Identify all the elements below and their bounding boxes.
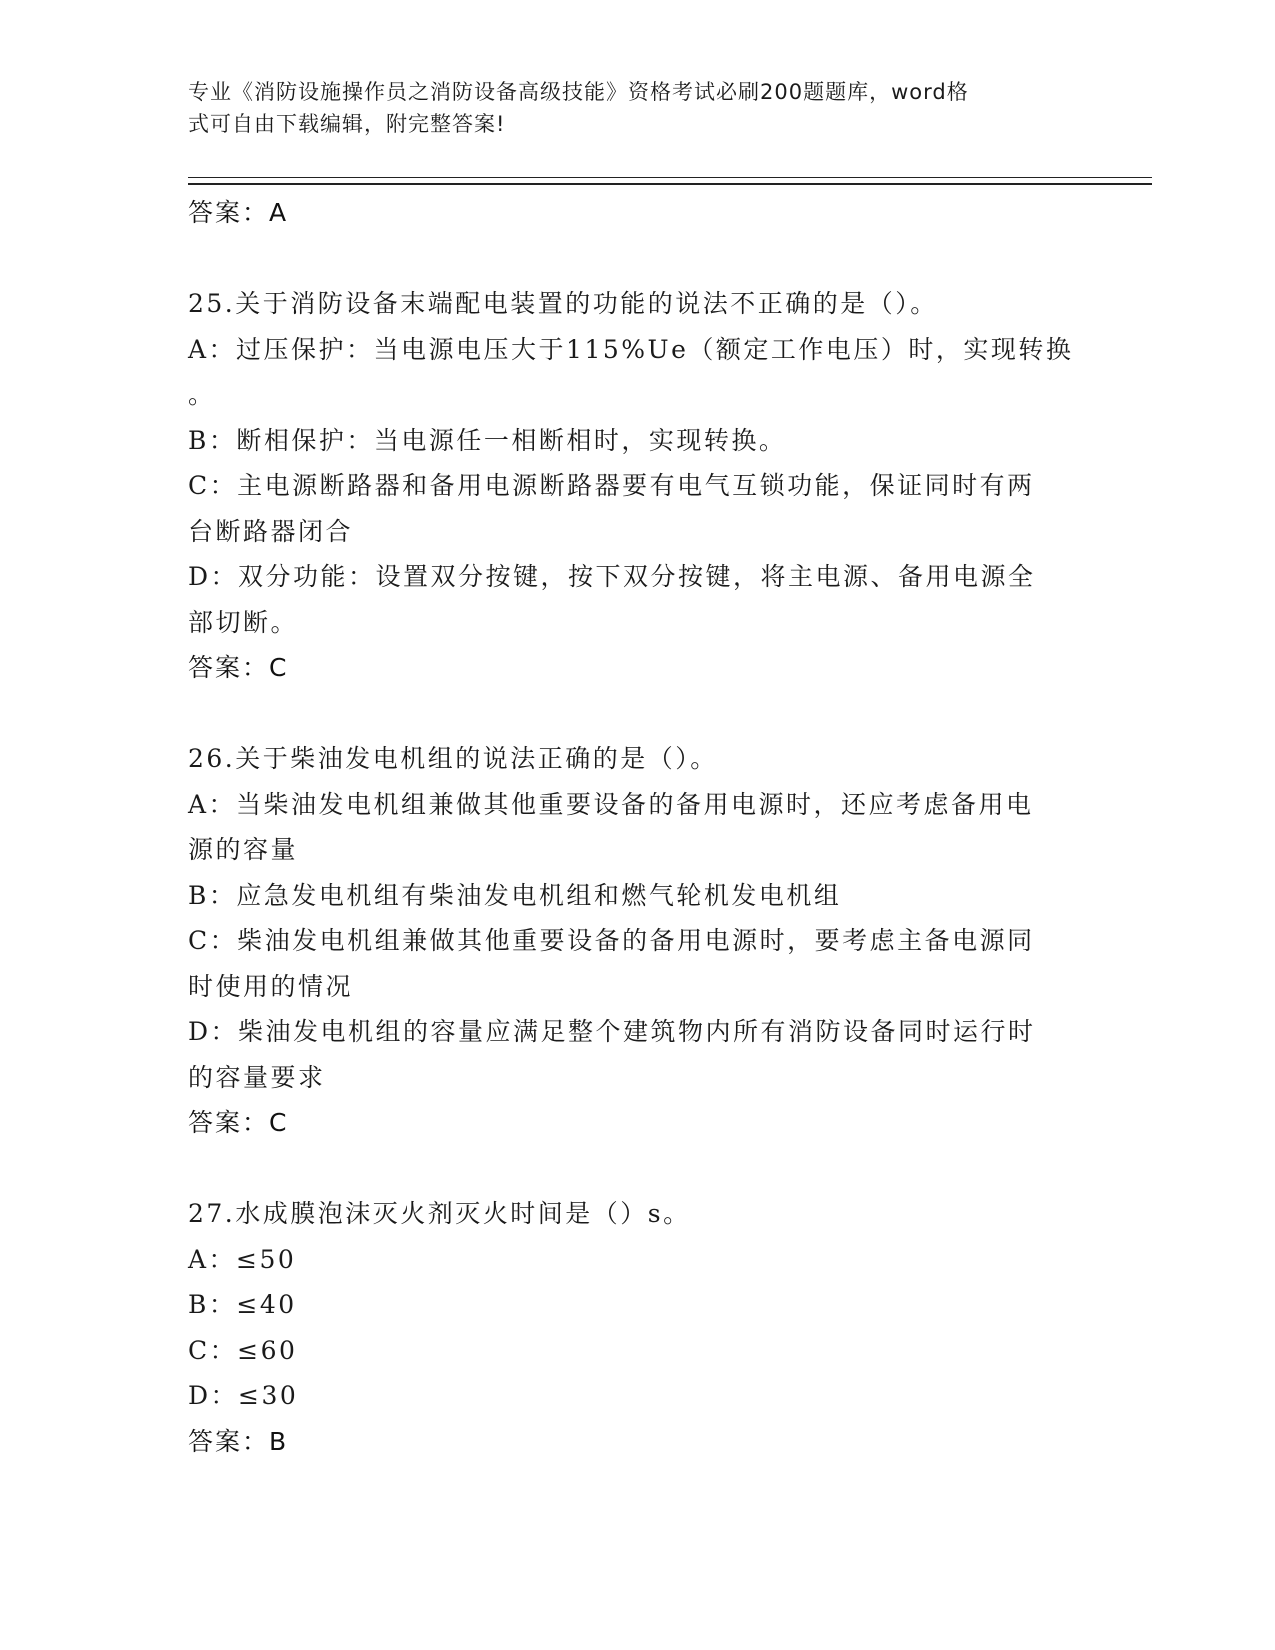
question-26-option-b: B：应急发电机组有柴油发电机组和燃气轮机发电机组 bbox=[188, 880, 842, 910]
question-27-option-c: C：≤60 bbox=[188, 1335, 298, 1365]
header-divider-thin bbox=[188, 177, 1152, 178]
question-25-option-b: B：断相保护：当电源任一相断相时，实现转换。 bbox=[188, 425, 787, 455]
header-line-2: 式可自由下载编辑，附完整答案! bbox=[188, 112, 506, 136]
question-25-stem: 25.关于消防设备末端配电装置的功能的说法不正确的是（）。 bbox=[188, 289, 938, 318]
spacer bbox=[188, 1146, 1088, 1192]
question-26-option-a: A：当柴油发电机组兼做其他重要设备的备用电源时，还应考虑备用电 bbox=[188, 789, 1034, 819]
document-header bbox=[188, 76, 1068, 140]
question-26-answer: 答案：C bbox=[188, 1108, 289, 1137]
question-26-option-c-cont: 时使用的情况 bbox=[188, 971, 354, 1001]
question-26-option-d: D：柴油发电机组的容量应满足整个建筑物内所有消防设备同时运行时 bbox=[188, 1017, 1036, 1046]
question-26-option-d-cont: 的容量要求 bbox=[188, 1062, 326, 1092]
question-25-option-a-cont: 。 bbox=[188, 380, 216, 409]
question-25 bbox=[188, 281, 1088, 691]
question-content bbox=[188, 190, 1088, 1464]
question-27-option-d: D：≤30 bbox=[188, 1381, 299, 1410]
question-25-option-d-cont: 部切断。 bbox=[188, 607, 299, 637]
spacer bbox=[188, 691, 1088, 737]
question-25-answer: 答案：C bbox=[188, 653, 289, 682]
question-26-option-a-cont: 源的容量 bbox=[188, 835, 299, 864]
question-27-answer: 答案：B bbox=[188, 1426, 289, 1456]
question-26-stem: 26.关于柴油发电机组的说法正确的是（）。 bbox=[188, 744, 718, 773]
question-25-option-c: C：主电源断路器和备用电源断路器要有电气互锁功能，保证同时有两 bbox=[188, 471, 1035, 500]
question-25-option-c-cont: 台断路器闭合 bbox=[188, 516, 354, 546]
spacer bbox=[188, 236, 1088, 282]
question-25-option-a: A：过压保护：当电源电压大于115%Ue（额定工作电压）时，实现转换 bbox=[188, 334, 1074, 364]
question-26-option-c: C：柴油发电机组兼做其他重要设备的备用电源时，要考虑主备电源同 bbox=[188, 926, 1035, 955]
question-27-option-a: A：≤50 bbox=[188, 1244, 297, 1274]
question-27-stem: 27.水成膜泡沫灭火剂灭火时间是（）s。 bbox=[188, 1199, 691, 1228]
question-27 bbox=[188, 1191, 1088, 1464]
question-27-option-b: B：≤40 bbox=[188, 1290, 297, 1319]
question-26 bbox=[188, 736, 1088, 1146]
question-25-option-d: D：双分功能：设置双分按键，按下双分按键，将主电源、备用电源全 bbox=[188, 562, 1036, 591]
header-divider-thick bbox=[188, 183, 1152, 185]
header-line-1: 专业《消防设施操作员之消防设备高级技能》资格考试必刷200题题库，word格 bbox=[188, 80, 969, 104]
answer-24: 答案：A bbox=[188, 198, 289, 227]
